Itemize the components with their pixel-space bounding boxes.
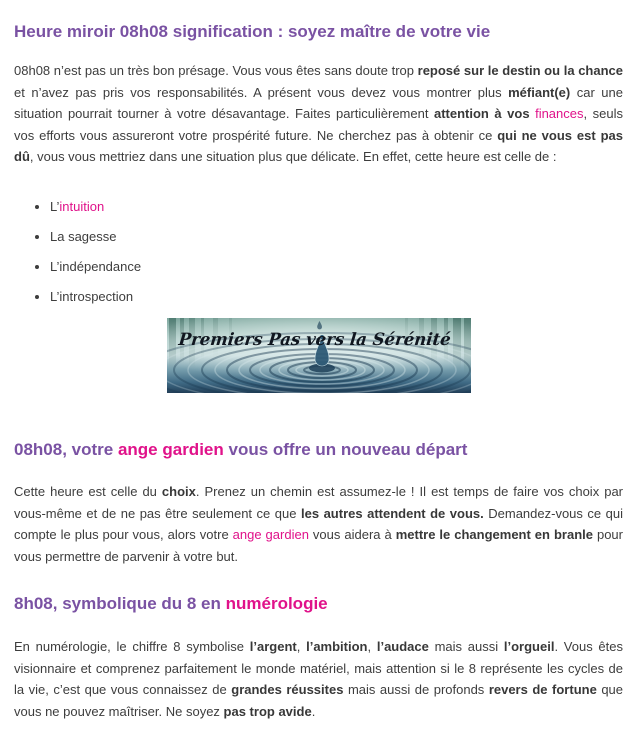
heading-run: 08h08, votre xyxy=(14,440,118,459)
text-run: . Prenez un chemin est assumez-le ! Il est temps de faire vos choix par vous-même et de ne pas être seulement ce que xyxy=(14,484,623,521)
text-run-bold: revers de fortune xyxy=(488,682,597,697)
text-run: mais aussi xyxy=(428,639,504,654)
text-run-bold: qui ne vous est pas dû xyxy=(14,127,623,164)
text-run-bold: l’audace xyxy=(376,639,429,654)
text-run-bold: mettre le changement en branle xyxy=(395,527,593,542)
text-run: mais aussi de profonds xyxy=(343,682,489,697)
text-run: , vous vous mettriez dans une situation plus que délicate. En effet, cette heure est celle de : xyxy=(29,149,557,164)
text-run: . xyxy=(311,703,316,719)
text-run: vous aidera à xyxy=(308,527,396,542)
text-run: 08h08 n’est pas un très bon présage. Vous vous êtes sans doute trop xyxy=(14,63,418,78)
qualities-list xyxy=(14,196,623,308)
text-run-bold: l’ambition xyxy=(306,639,368,654)
finances-link[interactable]: finances xyxy=(535,106,584,121)
list-item-sagesse: • La sagesse xyxy=(50,226,623,248)
section-heading-ange-gardien xyxy=(14,439,623,461)
text-run: , seuls vos efforts vous assureront votre prospérité future. Ne cherchez pas à obtenir ce xyxy=(14,106,623,143)
text-run: L’ xyxy=(50,198,60,214)
text-run: En numérologie, le chiffre 8 symbolise xyxy=(14,639,250,654)
text-run-bold: choix xyxy=(161,484,196,499)
text-run: car une situation pourrait tourner à votre désavantage. Faites particulièrement xyxy=(14,84,623,121)
page-title: Heure miroir 08h08 signification : soyez maître de votre vie xyxy=(14,22,491,41)
text-run: pour vous permettre de parvenir à votre but. xyxy=(14,527,623,564)
banner-caption: Premiers Pas vers la Sérénité xyxy=(177,330,459,350)
text-run-bold: les autres attendent de vous. xyxy=(301,505,484,521)
text-run: , xyxy=(296,639,307,654)
intuition-link[interactable]: intuition xyxy=(59,198,105,214)
list-item-intuition xyxy=(50,196,623,218)
text-run-bold: pas trop avide xyxy=(223,703,312,719)
text-run-bold: reposé sur le destin ou la chance xyxy=(417,63,623,78)
text-run: Cette heure est celle du xyxy=(14,484,162,499)
water-ripple-illustration xyxy=(167,318,471,393)
text-run: que vous ne pouvez maîtriser. Ne soyez xyxy=(14,682,624,719)
list-item-independance: • L’indépendance xyxy=(50,256,623,278)
section-heading-numerologie xyxy=(14,593,623,615)
intro-paragraph xyxy=(14,60,623,168)
text-run-bold: méfiant(e) xyxy=(508,84,571,100)
ange-gardien-paragraph xyxy=(14,481,623,567)
article-page xyxy=(0,21,637,722)
text-run-bold: l’orgueil xyxy=(503,639,555,654)
heading-run: 8h08, symbolique du 8 en xyxy=(14,594,226,613)
text-run: . Vous êtes visionnaire et comprenez parfaitement le monde matériel, mais attention si le 8 représente les cycles de la vie, c’est que vous connaissez de xyxy=(14,639,623,697)
serenite-banner-image[interactable] xyxy=(167,318,471,393)
heading-run-pink: numérologie xyxy=(225,594,328,613)
list-item-introspection: • L’introspection xyxy=(50,286,623,308)
text-run: , xyxy=(367,639,377,654)
text-run-bold: l’argent xyxy=(249,639,297,654)
text-run-bold: grandes réussites xyxy=(231,682,344,697)
text-run: et n’avez pas pris vos responsabilités. A présent vous devez vous montrer plus xyxy=(14,84,509,100)
text-run-bold: attention à vos xyxy=(433,106,536,121)
numerologie-paragraph xyxy=(14,636,623,722)
ange-gardien-link[interactable]: ange gardien xyxy=(232,527,309,542)
text-run: Demandez-vous ce qui compte le plus pour vous, alors votre xyxy=(14,505,624,542)
heading-run: vous offre un nouveau départ xyxy=(223,440,468,459)
heading-run-pink: ange gardien xyxy=(117,440,224,459)
